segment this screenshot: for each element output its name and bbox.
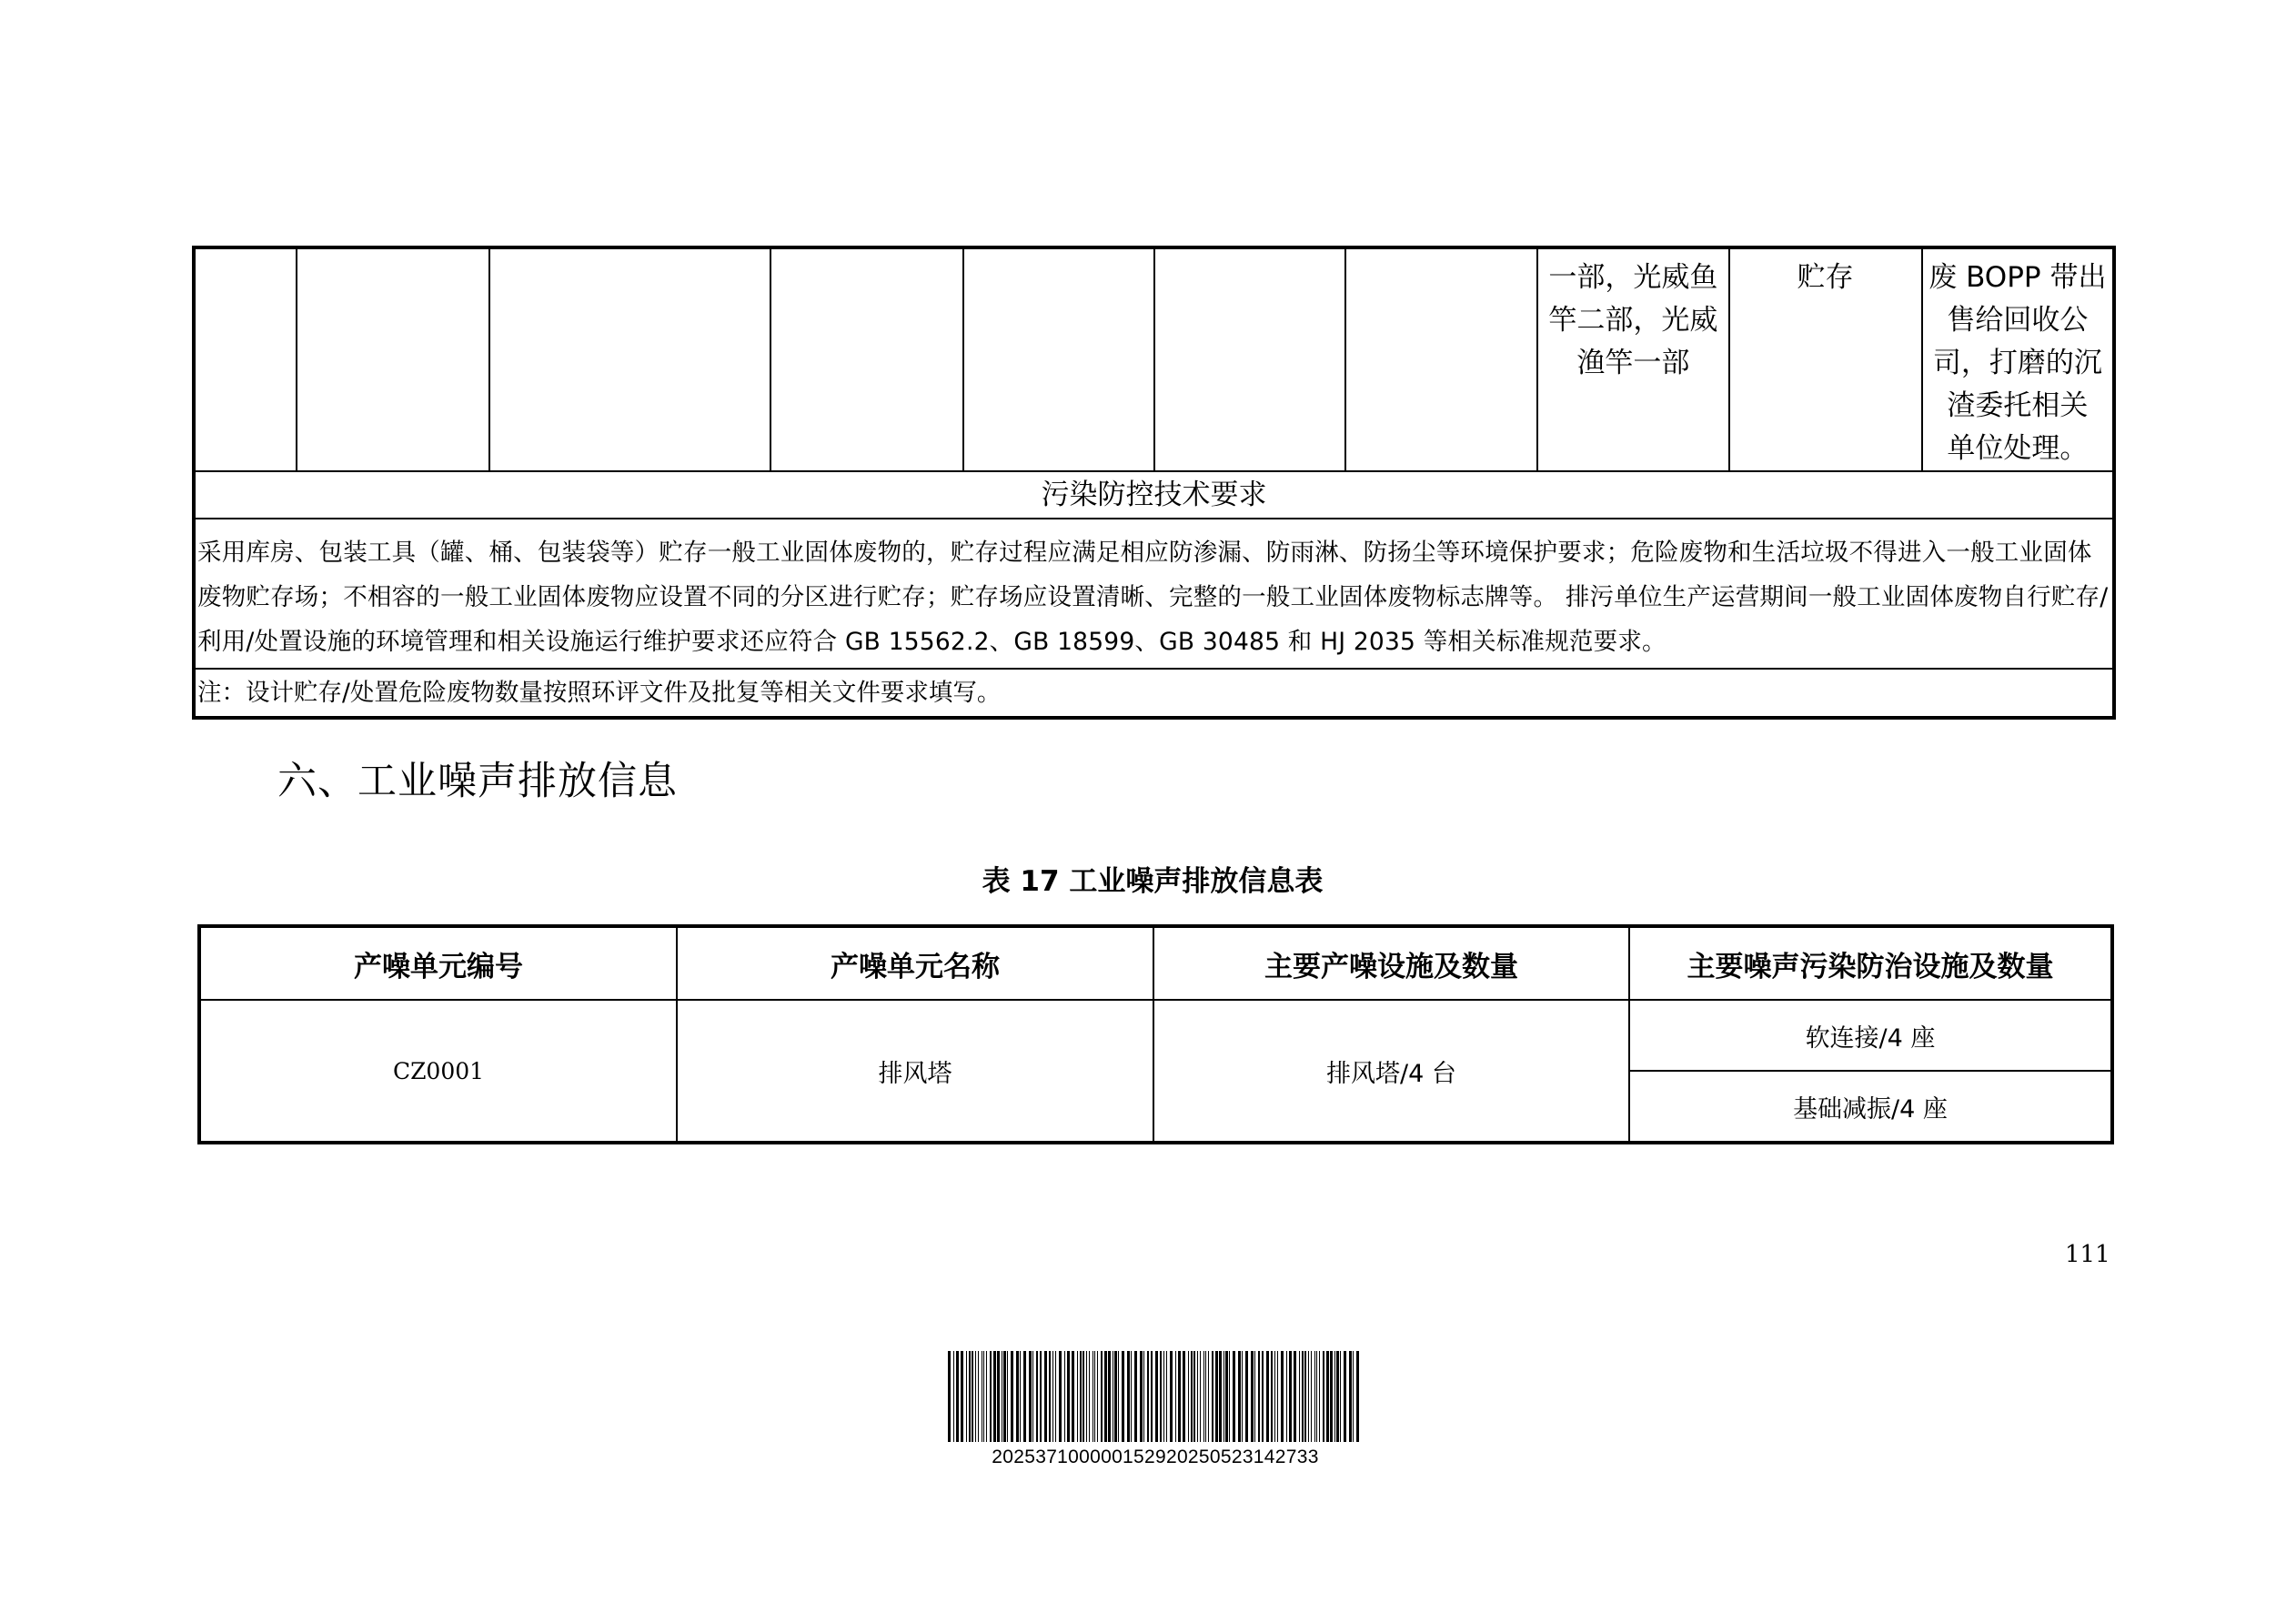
barcode-bar	[1134, 1351, 1137, 1442]
barcode-bar	[1067, 1351, 1070, 1442]
barcode-bar	[1155, 1351, 1158, 1442]
barcode-bar	[1203, 1351, 1204, 1442]
barcode-bar	[966, 1351, 967, 1442]
barcode-bar	[1205, 1351, 1206, 1442]
barcode-bar	[1274, 1351, 1275, 1442]
cell-line: 售给回收公	[1947, 304, 2089, 337]
page-number: 111	[2065, 1241, 2110, 1268]
barcode-bar	[990, 1351, 992, 1442]
barcode-bar	[1166, 1351, 1167, 1442]
barcode-bar	[1059, 1351, 1062, 1442]
disposal-method-cell	[1922, 247, 2114, 471]
barcode-bar	[1336, 1351, 1339, 1442]
table-header-row	[199, 926, 2112, 1000]
barcode-bar	[1183, 1351, 1185, 1442]
cell-line: 一部，光威鱼	[1548, 261, 1718, 294]
barcode-bar	[1349, 1351, 1352, 1442]
pollution-control-header: 污染防控技术要求	[194, 471, 2114, 519]
barcode-number: 20253710000015292025052314273​3	[992, 1447, 1319, 1467]
barcode-bar	[1242, 1351, 1243, 1442]
barcode-bar	[1188, 1351, 1189, 1442]
barcode-bar	[1032, 1351, 1033, 1442]
barcode-bar	[1289, 1351, 1292, 1442]
barcode-bar	[1020, 1351, 1021, 1442]
barcode-bar	[1340, 1351, 1341, 1442]
barcode-bar	[1089, 1351, 1090, 1442]
section-title: 六、工业噪声排放信息	[277, 759, 678, 804]
barcode-bar	[1266, 1351, 1269, 1442]
barcode-bar	[1131, 1351, 1132, 1442]
barcode-bar	[1286, 1351, 1287, 1442]
barcode-bar	[1147, 1351, 1149, 1442]
facility-location-cell	[1537, 247, 1728, 471]
barcode-bar	[1104, 1351, 1107, 1442]
barcode-bar	[1151, 1351, 1153, 1442]
barcode-bar	[1308, 1351, 1309, 1442]
barcode-bar	[1094, 1351, 1095, 1442]
barcode-bar	[975, 1351, 976, 1442]
barcode-bar	[961, 1351, 963, 1442]
barcode-bar	[969, 1351, 971, 1442]
table-cell	[963, 247, 1154, 471]
barcode-bar	[1191, 1351, 1193, 1442]
cell-line: 渣委托相关	[1947, 389, 2089, 422]
barcode-bar	[1086, 1351, 1087, 1442]
barcode-bar	[1175, 1351, 1176, 1442]
barcode-bar	[986, 1351, 987, 1442]
table-cell	[489, 247, 770, 471]
barcode-bar	[1271, 1351, 1273, 1442]
table-row	[194, 669, 2114, 718]
barcode-bar	[1052, 1351, 1053, 1442]
barcode-bar	[1238, 1351, 1241, 1442]
noise-unit-code: CZ0001	[199, 1000, 677, 1143]
barcode-bar	[1064, 1351, 1065, 1442]
barcode-bar	[1049, 1351, 1051, 1442]
table-cell	[194, 247, 297, 471]
barcode-bar	[1277, 1351, 1278, 1442]
barcode-bar	[1197, 1351, 1198, 1442]
barcode-bar	[1314, 1351, 1315, 1442]
cell-line: 贮存	[1797, 261, 1854, 294]
barcode-bar	[1016, 1351, 1019, 1442]
barcode-bar	[1114, 1351, 1117, 1442]
barcode-bar	[1316, 1351, 1317, 1442]
barcode-bar	[1055, 1351, 1056, 1442]
barcode-bar	[1353, 1351, 1354, 1442]
barcode-bar	[1319, 1351, 1320, 1442]
column-header: 产噪单元名称	[677, 926, 1153, 1000]
barcode-bar	[1323, 1351, 1324, 1442]
barcode-bar	[1160, 1351, 1162, 1442]
barcode-bar	[983, 1351, 984, 1442]
cell-line: 竿二部，光威	[1548, 304, 1718, 337]
barcode-bar	[978, 1351, 979, 1442]
barcode-bar	[1101, 1351, 1103, 1442]
barcode-bar	[1178, 1351, 1181, 1442]
barcode-bar	[1326, 1351, 1329, 1442]
noise-control-item: 基础减振/4 座	[1629, 1071, 2112, 1143]
barcode-bar	[1023, 1351, 1026, 1442]
barcode-bar	[1233, 1351, 1235, 1442]
barcode-bar	[948, 1351, 951, 1442]
table-note: 注：设计贮存/处置危险废物数量按照环评文件及批复等相关文件要求填写。	[194, 669, 2114, 718]
barcode-bar	[1077, 1351, 1078, 1442]
cell-line: 废 BOPP 带出	[1928, 261, 2107, 294]
barcode-bar	[1225, 1351, 1228, 1442]
barcode-image	[946, 1351, 1365, 1442]
barcode-bar	[1003, 1351, 1006, 1442]
table-caption: 表 17 工业噪声排放信息表	[982, 865, 1324, 898]
barcode-bar	[1229, 1351, 1230, 1442]
barcode-bar	[1118, 1351, 1119, 1442]
table-cell	[770, 247, 963, 471]
barcode-bar	[1083, 1351, 1084, 1442]
barcode-bar	[1080, 1351, 1082, 1442]
noise-unit-name: 排风塔	[677, 1000, 1153, 1143]
barcode-bar	[1294, 1351, 1296, 1442]
barcode-bar	[956, 1351, 959, 1442]
barcode-bar	[1193, 1351, 1195, 1442]
cell-line: 单位处理。	[1947, 432, 2089, 465]
barcode-bar	[1011, 1351, 1013, 1442]
cell-line: 司，打磨的沉	[1932, 347, 2102, 379]
column-header: 主要噪声污染防治设施及数量	[1629, 926, 2112, 1000]
barcode-bar	[1200, 1351, 1201, 1442]
barcode-bar	[1029, 1351, 1032, 1442]
barcode-bar	[1163, 1351, 1164, 1442]
table-cell	[297, 247, 489, 471]
barcode-bar	[1212, 1351, 1213, 1442]
barcode-bar	[1140, 1351, 1143, 1442]
barcode-bar	[997, 1351, 1000, 1442]
table-row	[194, 247, 2114, 471]
cell-line: 渔竿一部	[1576, 347, 1690, 379]
barcode-bar	[1304, 1351, 1306, 1442]
barcode-bar	[1245, 1351, 1248, 1442]
barcode-bar	[953, 1351, 954, 1442]
barcode-bar	[993, 1351, 996, 1442]
barcode-bar	[1072, 1351, 1074, 1442]
table-row	[199, 1000, 2112, 1071]
barcode-bar	[1036, 1351, 1038, 1442]
barcode-bar	[1143, 1351, 1144, 1442]
barcode-bar	[1040, 1351, 1042, 1442]
table-row	[194, 519, 2114, 669]
barcode-bar	[1334, 1351, 1335, 1442]
barcode-bar	[1108, 1351, 1111, 1442]
table-cell	[1345, 247, 1537, 471]
barcode-bar	[1251, 1351, 1254, 1442]
barcode-bar	[1330, 1351, 1333, 1442]
column-header: 产噪单元编号	[199, 926, 677, 1000]
barcode-bar	[972, 1351, 973, 1442]
barcode-bar	[1122, 1351, 1124, 1442]
barcode-bar	[1044, 1351, 1047, 1442]
barcode-bar	[1299, 1351, 1300, 1442]
barcode-bar	[1215, 1351, 1218, 1442]
barcode-bar	[1302, 1351, 1304, 1442]
barcode-bar	[1262, 1351, 1264, 1442]
noise-facility: 排风塔/4 台	[1153, 1000, 1629, 1143]
barcode-bar	[1344, 1351, 1346, 1442]
noise-emission-table	[197, 924, 2114, 1144]
barcode-bar	[1254, 1351, 1255, 1442]
barcode-bar	[1219, 1351, 1222, 1442]
noise-control-item: 软连接/4 座	[1629, 1000, 2112, 1071]
barcode-bar	[1208, 1351, 1209, 1442]
barcode-bar	[1127, 1351, 1130, 1442]
pollution-control-requirements: 采用库房、包装工具（罐、桶、包装袋等）贮存一般工业固体废物的，贮存过程应满足相应防渗漏、防雨淋、防扬尘等环境保护要求；危险废物和生活垃圾不得进入一般工业固体废物贮存场；不相容的一般工业固体废物应设置不同的分区进行贮存；贮存场应设置清晰、完整的一般工业固体废物标志牌等。 排污单位生产运营期间一般工业固体废物自行贮存/利用/处置设施的环境管理和相关设施运行维护要求还应符合 GB 15562.2、GB 18599、GB 30485 和 HJ 2035 等相关标准规范要求。	[194, 519, 2114, 669]
table-row	[194, 471, 2114, 519]
table-cell	[1154, 247, 1345, 471]
column-header: 主要产噪设施及数量	[1153, 926, 1629, 1000]
barcode-bar	[1281, 1351, 1284, 1442]
barcode-bar	[1356, 1351, 1359, 1442]
storage-method-cell	[1729, 247, 1922, 471]
barcode-bar	[1097, 1351, 1098, 1442]
solid-waste-table-continuation	[192, 246, 2116, 720]
barcode-bar	[1007, 1351, 1008, 1442]
barcode-bar	[1170, 1351, 1173, 1442]
barcode-bar	[1311, 1351, 1312, 1442]
barcode-bar	[1258, 1351, 1260, 1442]
